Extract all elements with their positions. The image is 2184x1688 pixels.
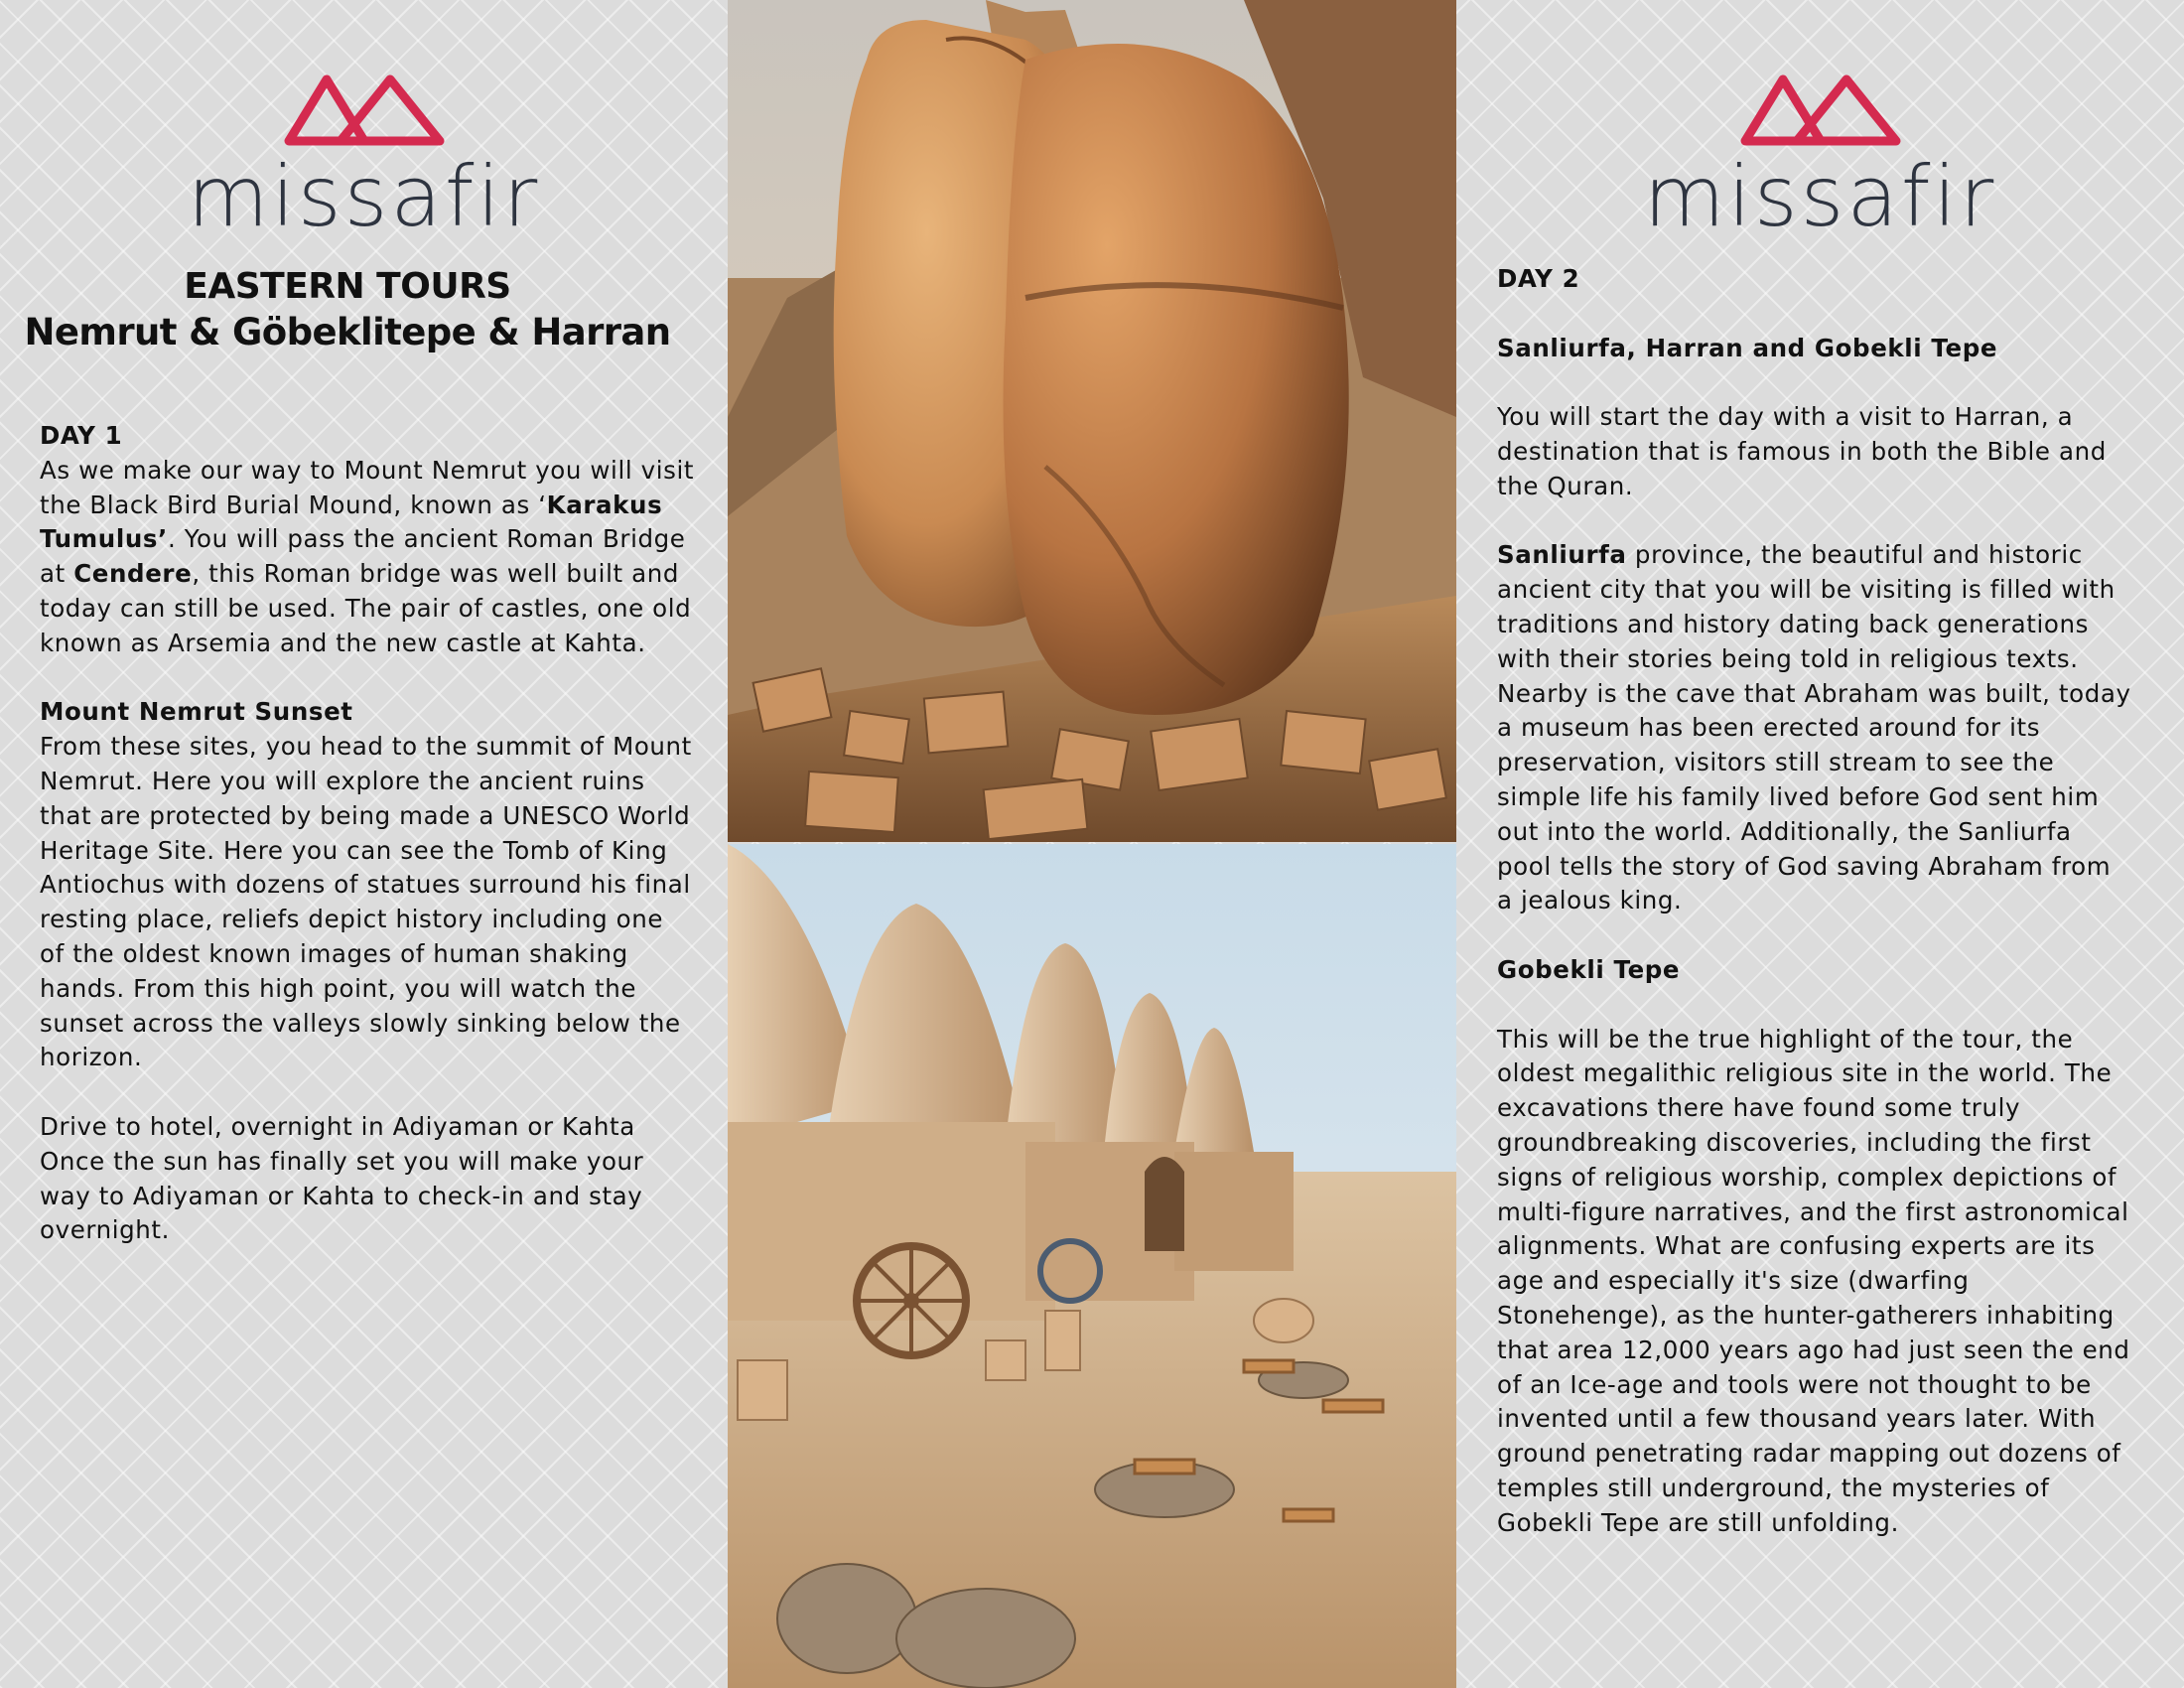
day2-section (1497, 262, 2132, 1540)
day1-heading: DAY 1 (40, 421, 123, 450)
mountains-logo-icon (1739, 71, 1902, 147)
mountains-logo-icon (283, 71, 446, 147)
day2-heading: DAY 2 (1497, 264, 1580, 293)
day1-section (40, 419, 695, 1248)
sunset-text: From these sites, you head to the summit of Mount Nemrut. Here you will explore the ancient ruins that are protected by being made a UNESCO World Heritage Site. Here you can see the Tomb of King Antiochus with dozens of statues surround his final resting place, reliefs depict history including one of the oldest known images of human shaking hands. From this high point, you will watch the sunset across the valleys slowly sinking below the horizon. (40, 732, 692, 1072)
title-line-2: Nemrut & Göbeklitepe & Harran (24, 311, 671, 353)
hotel-line: Drive to hotel, overnight in Adiyaman or Kahta (40, 1111, 635, 1141)
brand-wordmark: missafir (187, 148, 541, 245)
hotel-text: Once the sun has finally set you will make your way to Adiyaman or Kahta to check-in and stay overnight. (40, 1146, 644, 1245)
day1-intro: As we make our way to Mount Nemrut you will visit the Black Bird Burial Mound, known as ‘Karakus Tumulus’. You will pass the ancient Roman Bridge at Cendere, this Roman bridge was well built and today can still be used. The pair of castles, one old known as Arsemia and the new castle at Kahta. (40, 455, 695, 657)
gobekli-text: This will be the true highlight of the tour, the oldest megalithic religious site in the world. The excavations there have found some truly groundbreaking discoveries, including the first signs of religious worship, complex depictions of multi-figure narratives, and the first astronomical alignments. What are confusing experts are its age and especially it's size (dwarfing Stonehenge), as the hunter-gatherers inhabiting that area 12,000 years ago had just seen the end of an Ice-age and tools were not thought to be invented until a few thousand years later. With ground penetrating radar mapping out dozens of temples still underground, the mysteries of Gobekli Tepe are still unfolding. (1497, 1024, 2130, 1537)
photo-column (728, 0, 1456, 1688)
gobekli-heading: Gobekli Tepe (1497, 954, 1681, 984)
sunset-heading: Mount Nemrut Sunset (40, 697, 353, 727)
nemrut-statue-heads-photo (728, 0, 1456, 842)
brand-logo-right (1456, 71, 2184, 245)
day2-intro: You will start the day with a visit to Harran, a destination that is famous in both the Bible and the Quran. (1497, 402, 2107, 500)
day2-subheading: Sanliurfa, Harran and Gobekli Tepe (1497, 333, 1998, 362)
harran-beehive-houses-photo (728, 844, 1456, 1688)
sanliurfa-text: Sanliurfa province, the beautiful and historic ancient city that you will be visiting is filled with traditions and history dating back generations with their stories being told in religious texts. Nearby is the cave that Abraham was built, today a museum has been erected around for its preservation, visitors still stream to see the simple life his family lived before God sent him out into the world. Additionally, the Sanliurfa pool tells the story of God saving Abraham from a jealous king. (1497, 540, 2131, 915)
page-title (0, 264, 695, 355)
title-line-1: EASTERN TOURS (184, 266, 511, 307)
brand-wordmark: missafir (1643, 148, 1997, 245)
brand-logo (0, 71, 728, 245)
